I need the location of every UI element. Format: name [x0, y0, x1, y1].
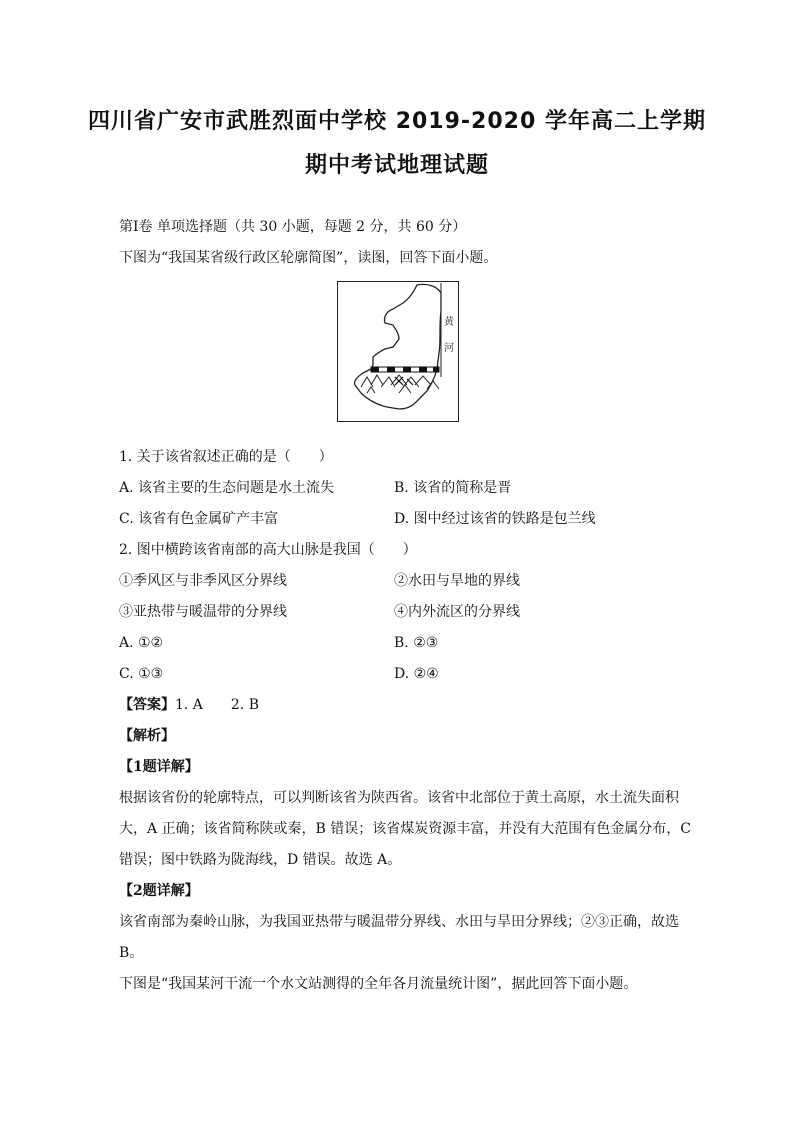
province-outline-map: [337, 281, 459, 422]
q2-option-d: D. ②④: [394, 666, 439, 682]
q1-stem: 1. 关于该省叙述正确的是（ ）: [119, 449, 333, 465]
river-label-char1: 黄: [444, 317, 454, 328]
q2-stem: 2. 图中横跨该省南部的高大山脉是我国（ ）: [119, 542, 417, 558]
q2-statement-1: ①季风区与非季风区分界线: [119, 573, 287, 589]
answer-line: [119, 695, 259, 715]
q1-option-b: B. 该省的简称是晋: [394, 480, 512, 496]
analysis-label: 【解析】: [119, 728, 175, 744]
answer-text: 1. A 2. B: [175, 697, 260, 713]
document-title-line1: 四川省广安市武胜烈面中学校 2019-2020 学年高二上学期: [88, 109, 706, 134]
q2-statement-2: ②水田与旱地的界线: [394, 573, 520, 589]
section-header: 第Ⅰ卷 单项选择题（共 30 小题，每题 2 分，共 60 分）: [119, 219, 467, 235]
q2-detail-line1: 该省南部为秦岭山脉，为我国亚热带与暖温带分界线、水田与旱田分界线；②③正确，故选: [119, 914, 679, 930]
q2-statement-3: ③亚热带与暖温带的分界线: [119, 604, 287, 620]
q2-detail-label: 【2题详解】: [119, 883, 199, 899]
q2-option-a: A. ①②: [119, 635, 164, 651]
q1-detail-line3: 错误；图中铁路为陇海线，D 错误。故选 A。: [119, 852, 402, 868]
map-svg: [337, 281, 459, 422]
document-title-line2: 期中考试地理试题: [304, 153, 489, 178]
q1-option-c: C. 该省有色金属矿产丰富: [119, 511, 279, 527]
q2-statement-4: ④内外流区的分界线: [394, 604, 520, 620]
q1-detail-line2: 大，A 正确；该省简称陕或秦，B 错误；该省煤炭资源丰富，并没有大范围有色金属分布，C: [119, 821, 692, 837]
q1-option-a: A. 该省主要的生态问题是水土流失: [119, 480, 335, 496]
answer-label: 【答案】: [119, 697, 175, 713]
q2-option-b: B. ②③: [394, 635, 439, 651]
railway-line: [371, 367, 439, 372]
river-label-char2: 河: [444, 343, 454, 354]
intro-text: 下图为“我国某省级行政区轮廓简图”，读图，回答下面小题。: [119, 250, 498, 266]
q1-detail-line1: 根据该省份的轮廓特点，可以判断该省为陕西省。该省中北部位于黄土高原，水土流失面积: [119, 790, 679, 806]
next-question-intro: 下图是“我国某河干流一个水文站测得的全年各月流量统计图”，据此回答下面小题。: [119, 976, 638, 992]
q1-option-d: D. 图中经过该省的铁路是包兰线: [394, 511, 596, 527]
q1-detail-label: 【1题详解】: [119, 759, 199, 775]
q2-option-c: C. ①③: [119, 666, 164, 682]
q2-detail-line2: B。: [119, 945, 144, 961]
